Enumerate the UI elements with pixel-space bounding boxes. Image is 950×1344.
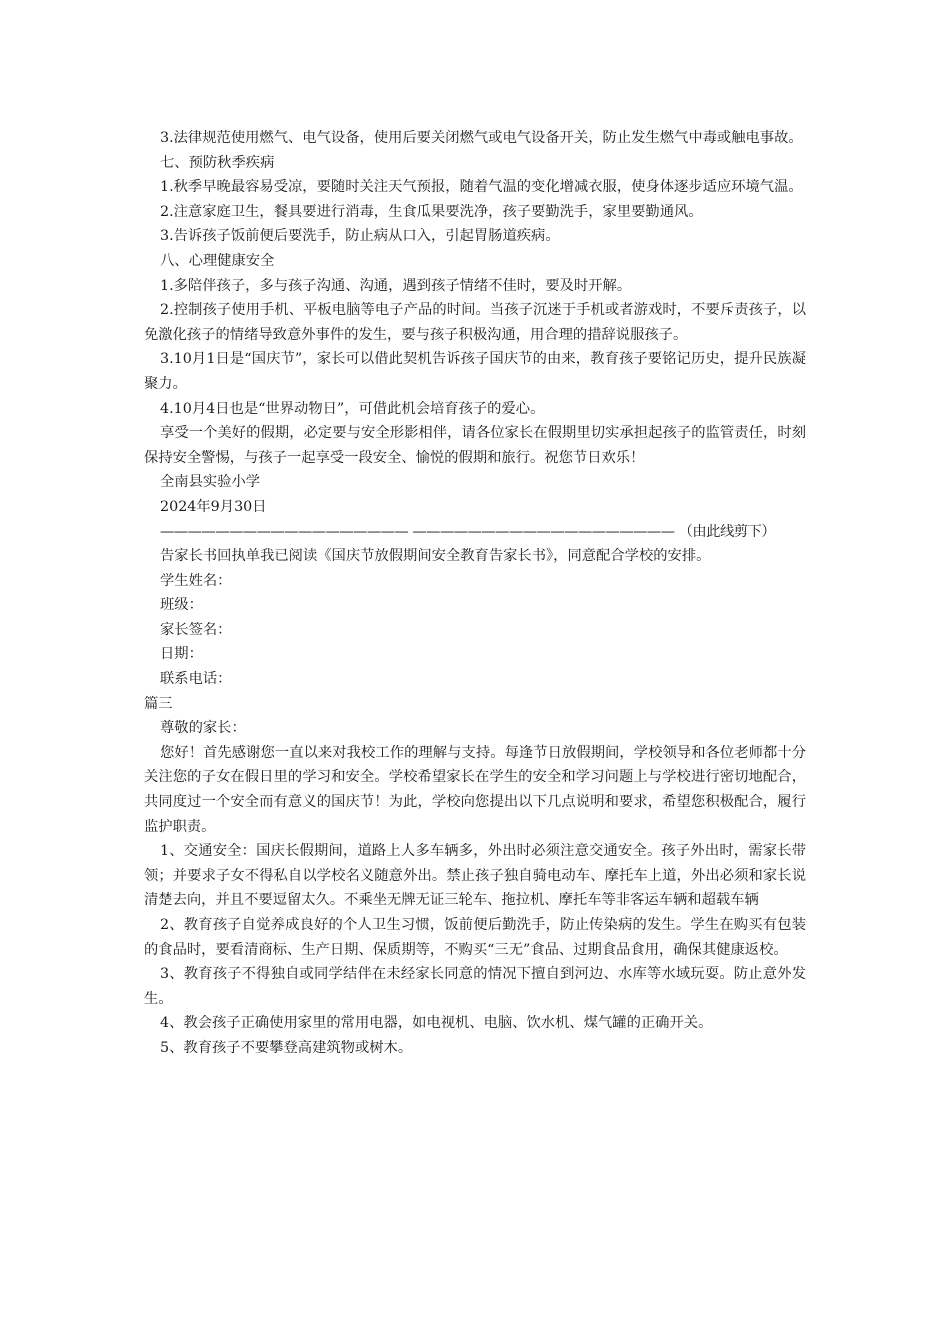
paragraph-water-safety: 3、教育孩子不得独自或同学结伴在未经家长同意的情况下擅自到河边、水库等水域玩耍。防止意外发生。 (144, 966, 806, 1007)
receipt-intro: 告家长书回执单我已阅读《国庆节放假期间安全教育告家长书》，同意配合学校的安排。 (160, 548, 711, 565)
heading-mental-health: 八、心理健康安全 (160, 252, 275, 269)
paragraph-climbing: 5、教育孩子不要攀登高建筑物或树木。 (160, 1039, 413, 1056)
paragraph-appliances: 4、教会孩子正确使用家里的常用电器，如电视机、电脑、饮水机、煤气罐的正确开关。 (160, 1015, 713, 1032)
receipt-student-name: 学生姓名： (160, 572, 232, 589)
receipt-class: 班级： (160, 597, 203, 614)
heading-autumn-disease: 七、预防秋季疾病 (160, 154, 275, 171)
document-body (144, 126, 806, 1061)
paragraph-gas-safety: 3.法律规范使用燃气、电气设备，使用后要关闭燃气或电气设备开关，防止发生燃气中毒或触电事故。 (160, 130, 803, 146)
part-three-title: 篇三 (144, 695, 173, 712)
paragraph-wash-hands: 3.告诉孩子饭前便后要洗手，防止病从口入，引起胃肠道疾病。 (160, 228, 560, 245)
school-name: 全南县实验小学 (160, 474, 261, 491)
letter-date: 2024年9月30日 (160, 498, 267, 515)
receipt-parent-signature: 家长签名： (160, 621, 232, 638)
paragraph-home-hygiene: 2.注意家庭卫生，餐具要进行消毒，生食瓜果要洗净，孩子要勤洗手，家里要勤通风。 (160, 203, 703, 220)
paragraph-animal-day: 4.10月4日也是“世界动物日”，可借此机会培育孩子的爱心。 (160, 400, 545, 417)
paragraph-hygiene-food: 2、教育孩子自觉养成良好的个人卫生习惯，饭前便后勤洗手，防止传染病的发生。学生在购买有包装的食品时，要看清商标、生产日期、保质期等，不购买“三无”食品、过期食品食用，确保其健康返校。 (144, 917, 806, 958)
receipt-phone: 联系电话： (160, 671, 232, 688)
paragraph-closing: 享受一个美好的假期，必定要与安全形影相伴，请各位家长在假期里切实承担起孩子的监管责任，时刻保持安全警惕，与孩子一起享受一段安全、愉悦的假期和旅行。祝您节日欢乐！ (144, 425, 806, 466)
paragraph-traffic-safety: 1、交通安全：国庆长假期间，道路上人多车辆多，外出时必须注意交通安全。孩子外出时，需家长带领；并要求子女不得私自以学校名义随意外出。禁止孩子独自骑电动车、摩托车上道，外出必须和家长说清楚去向，并且不要逗留太久。不乘坐无牌无证三轮车、拖拉机、摩托车等非客运车辆和超载车辆 (144, 843, 806, 909)
receipt-date: 日期： (160, 646, 203, 663)
paragraph-accompany-child: 1.多陪伴孩子，多与孩子沟通、沟通，遇到孩子情绪不佳时，要及时开解。 (160, 277, 632, 294)
paragraph-intro: 您好！首先感谢您一直以来对我校工作的理解与支持。每逢节日放假期间，学校领导和各位老师都十分关注您的子女在假日里的学习和安全。学校希望家长在学生的安全和学习问题上与学校进行密切地配合，共同度过一个安全而有意义的国庆节！为此，学校向您提出以下几点说明和要求，希望您积极配合，履行监护职责。 (144, 744, 806, 835)
paragraph-device-time: 2.控制孩子使用手机、平板电脑等电子产品的时间。当孩子沉迷于手机或者游戏时，不要斥责孩子，以免激化孩子的情绪导致意外事件的发生，要与孩子积极沟通，用合理的措辞说服孩子。 (144, 302, 806, 343)
paragraph-national-day: 3.10月1日是“国庆节”，家长可以借此契机告诉孩子国庆节的由来，教育孩子要铭记历史，提升民族凝聚力。 (144, 351, 806, 392)
paragraph-autumn-cold: 1.秋季早晚最容易受凉，要随时关注天气预报，随着气温的变化增减衣服，使身体逐步适应环境气温。 (160, 179, 803, 196)
cut-line: —————————————————— ——————————————————— （由此线剪下） (160, 523, 776, 540)
greeting: 尊敬的家长： (160, 720, 246, 737)
